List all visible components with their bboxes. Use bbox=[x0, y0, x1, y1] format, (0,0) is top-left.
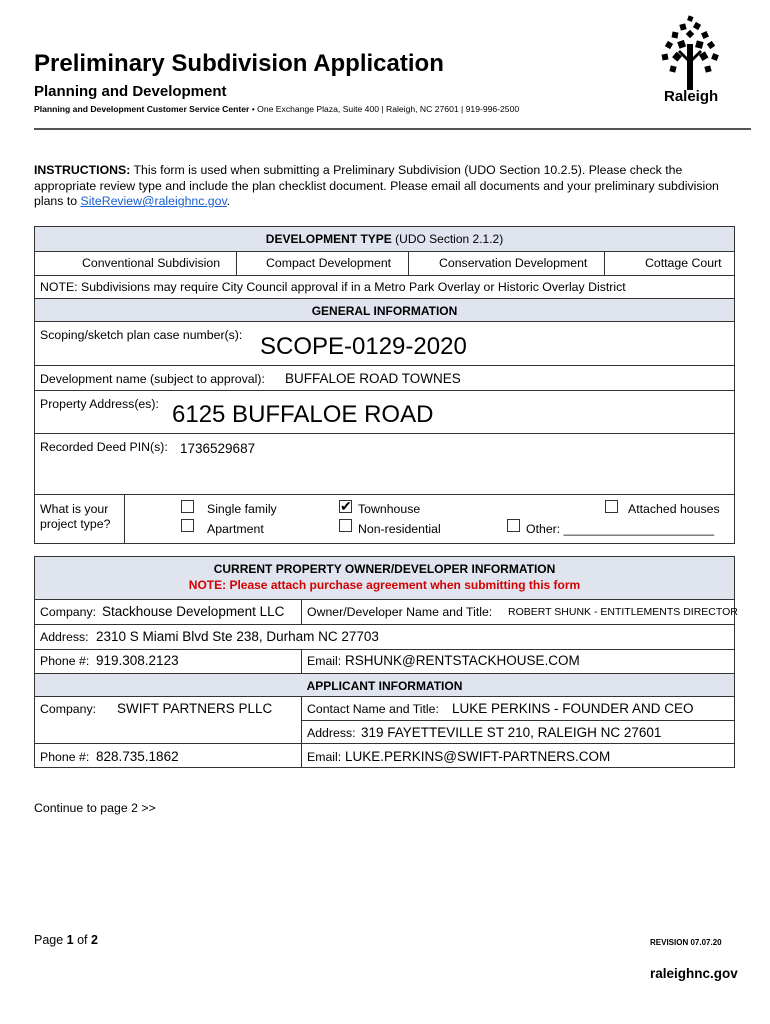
page-of: of bbox=[73, 933, 91, 947]
option-cottage-court[interactable]: Cottage Court bbox=[645, 256, 722, 270]
owner-company-label: Company: bbox=[40, 605, 97, 619]
applicant-address-label: Address: bbox=[307, 726, 356, 740]
instructions-label: INSTRUCTIONS: bbox=[34, 163, 131, 177]
project-type-label: What is your project type? bbox=[40, 502, 111, 531]
site-review-email-link[interactable]: SiteReview@raleighnc.gov bbox=[80, 194, 227, 208]
applicant-email-input[interactable]: LUKE.PERKINS@SWIFT-PARTNERS.COM bbox=[345, 749, 611, 764]
owner-company-input[interactable]: Stackhouse Development LLC bbox=[102, 604, 285, 619]
page-total: 2 bbox=[91, 933, 98, 947]
development-name-label: Development name (subject to approval): bbox=[40, 372, 265, 386]
page-prefix: Page bbox=[34, 933, 67, 947]
applicant-company-input[interactable]: SWIFT PARTNERS PLLC bbox=[117, 701, 273, 716]
applicant-contact-input[interactable]: LUKE PERKINS - FOUNDER AND CEO bbox=[452, 701, 694, 716]
non-residential-label: Non-residential bbox=[358, 522, 441, 536]
owner-email-input[interactable]: RSHUNK@RENTSTACKHOUSE.COM bbox=[345, 653, 580, 668]
divider bbox=[34, 743, 735, 744]
development-type-heading bbox=[35, 232, 734, 246]
development-type-ref: (UDO Section 2.1.2) bbox=[391, 232, 504, 246]
instructions bbox=[34, 163, 734, 210]
applicant-phone-input[interactable]: 828.735.1862 bbox=[96, 749, 179, 764]
contact-center: Planning and Development Customer Service Center bbox=[34, 104, 250, 114]
raleigh-logo-text: Raleigh bbox=[664, 88, 719, 105]
townhouse-checkbox[interactable] bbox=[339, 500, 352, 513]
scoping-input[interactable]: SCOPE-0129-2020 bbox=[260, 333, 467, 360]
development-type-title: DEVELOPMENT TYPE bbox=[265, 232, 392, 246]
owner-header bbox=[34, 556, 735, 600]
page-title: Preliminary Subdivision Application bbox=[34, 50, 444, 77]
development-name-input[interactable]: BUFFALOE ROAD TOWNES bbox=[285, 371, 461, 386]
site-url[interactable]: raleighnc.gov bbox=[650, 966, 738, 981]
single-family-label: Single family bbox=[207, 502, 277, 516]
divider bbox=[124, 494, 125, 544]
deed-pin-label: Recorded Deed PIN(s): bbox=[40, 440, 168, 454]
divider bbox=[604, 251, 605, 276]
contact-info bbox=[34, 104, 519, 114]
owner-phone-input[interactable]: 919.308.2123 bbox=[96, 653, 179, 668]
owner-address-label: Address: bbox=[40, 630, 89, 644]
page-indicator bbox=[34, 933, 98, 947]
divider bbox=[301, 720, 735, 721]
divider bbox=[408, 251, 409, 276]
divider bbox=[236, 251, 237, 276]
applicant-company-label: Company: bbox=[40, 702, 97, 716]
other-field[interactable]: Other: ______________________ bbox=[526, 522, 715, 536]
instructions-text: This form is used when submitting a Preliminary Subdivision (UDO Section 10.2.5). Please check the appropriate review type and include the plan checklist document. Please email all documents and your preliminary subdivision plans to bbox=[34, 163, 719, 208]
applicant-email-label: Email: bbox=[307, 750, 342, 764]
development-type-header bbox=[34, 226, 735, 252]
owner-note: NOTE: Please attach purchase agreement when submitting this form bbox=[188, 578, 581, 592]
applicant-header bbox=[34, 673, 735, 697]
property-address-label: Property Address(es): bbox=[40, 397, 159, 411]
general-info-header bbox=[34, 298, 735, 322]
owner-address-input[interactable]: 2310 S Miami Blvd Ste 238, Durham NC 27703 bbox=[96, 629, 379, 644]
townhouse-label: Townhouse bbox=[358, 502, 421, 516]
single-family-checkbox[interactable] bbox=[181, 500, 194, 513]
page-subtitle: Planning and Development bbox=[34, 83, 227, 100]
applicant-phone-label: Phone #: bbox=[40, 750, 90, 764]
attached-houses-checkbox[interactable] bbox=[605, 500, 618, 513]
option-conventional-subdivision[interactable]: Conventional Subdivision bbox=[82, 256, 221, 270]
owner-phone-label: Phone #: bbox=[40, 654, 90, 668]
option-compact-development[interactable]: Compact Development bbox=[266, 256, 392, 270]
apartment-checkbox[interactable] bbox=[181, 519, 194, 532]
property-address-input[interactable]: 6125 BUFFALOE ROAD bbox=[172, 401, 434, 428]
attached-houses-label: Attached houses bbox=[628, 502, 720, 516]
contact-address: • One Exchange Plaza, Suite 400 | Raleigh, NC 27601 | 919-996-2500 bbox=[249, 104, 520, 114]
option-conservation-development[interactable]: Conservation Development bbox=[439, 256, 588, 270]
header-divider bbox=[34, 128, 751, 130]
overlay-note: NOTE: Subdivisions may require City Council approval if in a Metro Park Overlay or Historic Overlay District bbox=[40, 280, 626, 294]
revision-label: REVISION 07.07.20 bbox=[650, 938, 722, 947]
apartment-label: Apartment bbox=[207, 522, 264, 536]
divider bbox=[301, 649, 302, 674]
owner-name-label: Owner/Developer Name and Title: bbox=[307, 605, 493, 619]
applicant-contact-label: Contact Name and Title: bbox=[307, 702, 439, 716]
non-residential-checkbox[interactable] bbox=[339, 519, 352, 532]
owner-name-input[interactable]: ROBERT SHUNK - ENTITLEMENTS DIRECTOR bbox=[508, 606, 738, 618]
scoping-label: Scoping/sketch plan case number(s): bbox=[40, 328, 243, 342]
page-current: 1 bbox=[66, 933, 74, 947]
continue-link[interactable]: Continue to page 2 >> bbox=[34, 801, 156, 815]
general-info-heading: GENERAL INFORMATION bbox=[311, 304, 458, 318]
applicant-heading: APPLICANT INFORMATION bbox=[306, 679, 463, 693]
other-checkbox[interactable] bbox=[507, 519, 520, 532]
check-icon: ✔ bbox=[340, 498, 352, 514]
divider bbox=[301, 696, 302, 768]
divider bbox=[301, 599, 302, 625]
deed-pin-input[interactable]: 1736529687 bbox=[180, 441, 256, 456]
owner-email-label: Email: bbox=[307, 654, 342, 668]
instructions-end: . bbox=[226, 194, 231, 208]
owner-heading: CURRENT PROPERTY OWNER/DEVELOPER INFORMATION bbox=[213, 562, 556, 576]
applicant-address-input[interactable]: 319 FAYETTEVILLE ST 210, RALEIGH NC 27601 bbox=[361, 725, 662, 740]
